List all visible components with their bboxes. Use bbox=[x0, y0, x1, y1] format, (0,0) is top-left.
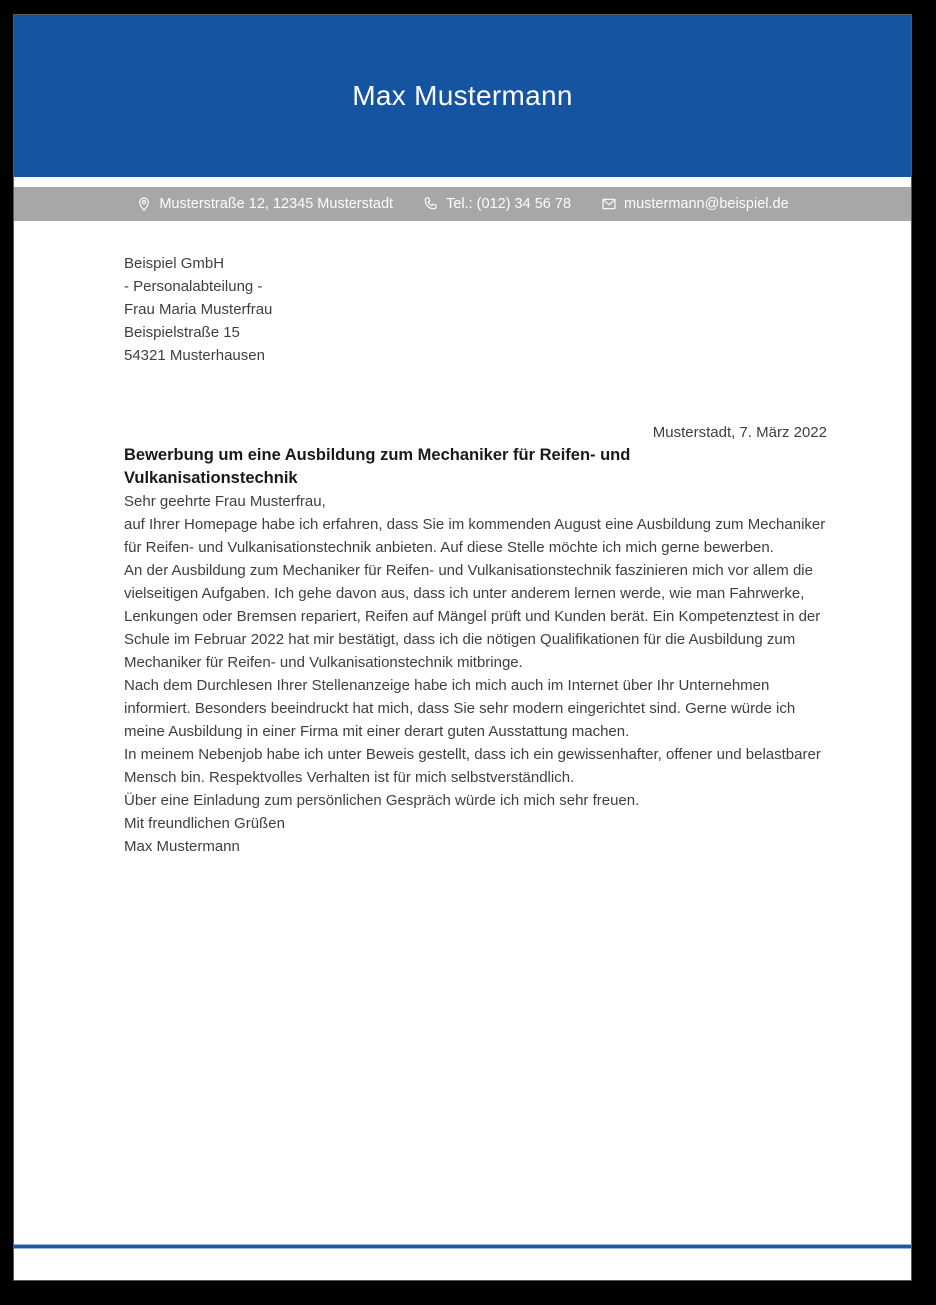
contact-address bbox=[136, 196, 393, 212]
footer-accent-line bbox=[14, 1244, 911, 1249]
contact-email-text: mustermann@beispiel.de bbox=[624, 196, 789, 212]
letter-header bbox=[14, 15, 911, 177]
location-pin-icon bbox=[136, 196, 152, 212]
paragraph-1: auf Ihrer Homepage habe ich erfahren, dass Sie im kommenden August eine Ausbildung zum Mechaniker für Reifen- und Vulkanisationstechnik anbieten. Auf diese Stelle möchte ich mich gerne bewerben. bbox=[124, 516, 826, 556]
salutation: Sehr geehrte Frau Musterfrau, bbox=[124, 493, 326, 510]
paragraph-2: An der Ausbildung zum Mechaniker für Reifen- und Vulkanisationstechnik faszinieren mich vor allem die vielseitigen Aufgaben. Ich gehe davon aus, dass ich unter anderem lernen werde, wie man Fahrwerke, Lenkungen oder Bremsen repariert, Reifen auf Mängel prüft und Kunden berät. Ein Kompetenztest in der Schule im Februar 2022 hat mir bestätigt, dass ich die nötigen Qualifikationen für die Ausbildung zum Mechaniker für Reifen- und Vulkanisationstechnik mitbringe. bbox=[124, 562, 821, 671]
subject-line: Bewerbung um eine Ausbildung zum Mechaniker für Reifen- und Vulkanisationstechnik bbox=[124, 446, 631, 487]
envelope-icon bbox=[601, 196, 617, 212]
contact-email bbox=[601, 196, 789, 212]
paragraph-5: Über eine Einladung zum persönlichen Gespräch würde ich mich sehr freuen. bbox=[124, 792, 640, 809]
date-line: Musterstadt, 7. März 2022 bbox=[652, 424, 827, 441]
signature-name: Max Mustermann bbox=[124, 838, 240, 855]
letter-page bbox=[14, 15, 911, 1280]
phone-icon bbox=[423, 196, 439, 212]
paragraph-4: In meinem Nebenjob habe ich unter Beweis gestellt, dass ich ein gewissenhafter, offener und belastbarer Mensch bin. Respektvolles Verhalten ist für mich selbstverständlich. bbox=[124, 746, 821, 786]
recipient-person: Frau Maria Musterfrau bbox=[124, 301, 273, 318]
applicant-name: Max Mustermann bbox=[352, 80, 573, 111]
contact-address-text: Musterstraße 12, 12345 Musterstadt bbox=[159, 196, 394, 212]
recipient-street: Beispielstraße 15 bbox=[124, 324, 240, 341]
letter-body bbox=[14, 221, 911, 858]
recipient-city: 54321 Musterhausen bbox=[124, 347, 265, 364]
contact-bar bbox=[14, 187, 911, 221]
recipient-address bbox=[124, 252, 827, 367]
recipient-department: - Personalabteilung - bbox=[124, 278, 263, 295]
contact-phone bbox=[423, 196, 571, 212]
recipient-company: Beispiel GmbH bbox=[124, 255, 225, 272]
contact-phone-text: Tel.: (012) 34 56 78 bbox=[446, 196, 572, 212]
paragraph-3: Nach dem Durchlesen Ihrer Stellenanzeige habe ich mich auch im Internet über Ihr Unternehmen informiert. Besonders beeindruckt hat mich, dass Sie sehr modern eingerichtet sind. Gerne würde ich meine Ausbildung in einer Firma mit einer derart guten Ausstattung machen. bbox=[124, 677, 796, 740]
closing-formula: Mit freundlichen Grüßen bbox=[124, 815, 285, 832]
